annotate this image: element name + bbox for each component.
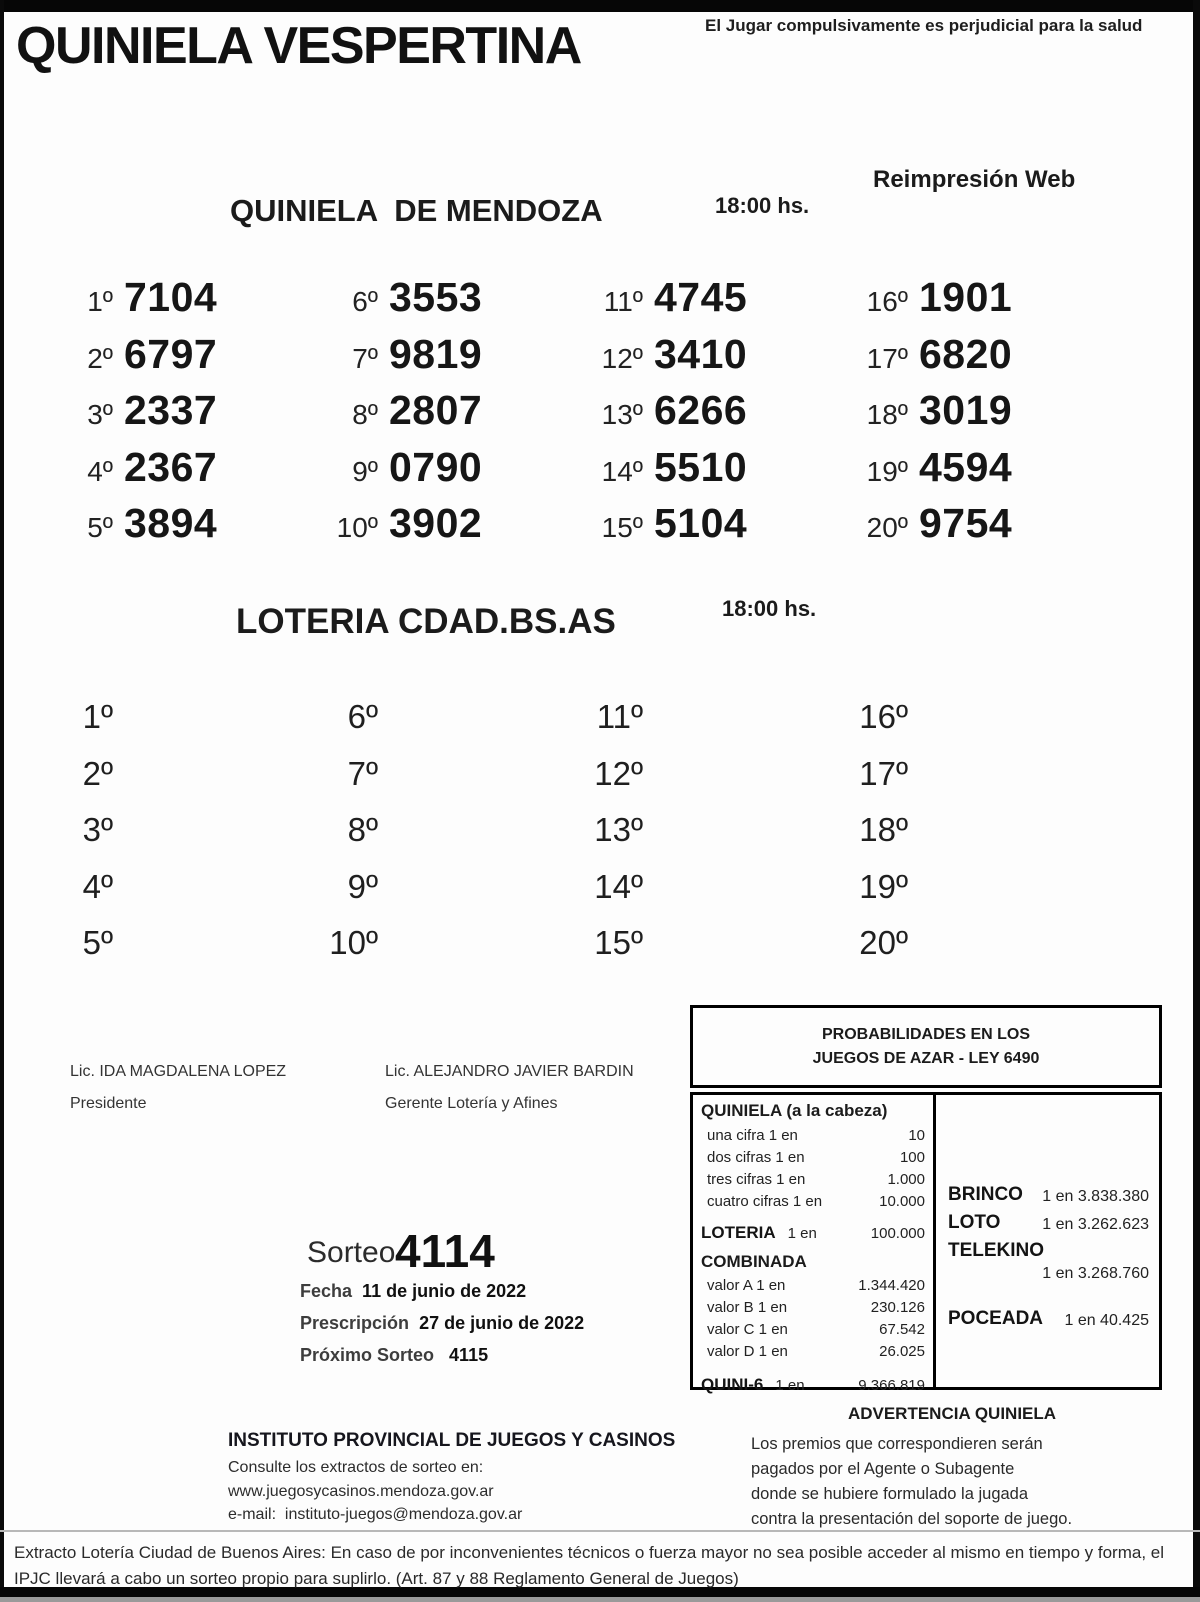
result-position: 8º: [352, 399, 378, 430]
empty-result-item: [323, 755, 588, 812]
empty-result-item: [58, 868, 323, 925]
poceada-odds-value: 1 en 40.425: [1064, 1312, 1149, 1329]
loto-odds-value: 1 en 3.262.623: [1042, 1216, 1149, 1233]
result-position: 10º: [336, 512, 378, 543]
odds-row: [701, 1191, 925, 1213]
page-border-left: [0, 0, 4, 1602]
result-position: 6º: [347, 698, 378, 735]
result-item: [58, 331, 323, 388]
page-border-top: [0, 0, 1200, 12]
empty-result-item: [853, 924, 1118, 981]
result-position: 15º: [601, 512, 643, 543]
result-number: 3894: [124, 500, 218, 546]
poceada-odds-name: POCEADA: [948, 1308, 1044, 1329]
odds-row: [701, 1319, 925, 1341]
empty-result-item: [323, 698, 588, 755]
odds-row: [701, 1125, 925, 1147]
result-item: [323, 274, 588, 331]
combinada-odds-rows: [701, 1275, 925, 1363]
loto-odds-name: LOTO: [948, 1212, 1001, 1233]
result-position: 12º: [601, 342, 643, 374]
result-position: 18º: [859, 811, 908, 848]
empty-result-item: [853, 868, 1118, 925]
odds-label: valor B 1 en: [707, 1299, 788, 1316]
result-position: 7º: [352, 342, 378, 374]
odds-value: 26.025: [879, 1343, 925, 1360]
institute-title: INSTITUTO PROVINCIAL DE JUEGOS Y CASINOS: [228, 1430, 676, 1451]
result-position: 11º: [596, 698, 643, 735]
empty-result-item: [588, 755, 853, 812]
odds-row: [701, 1169, 925, 1191]
reprint-label: Reimpresión Web: [873, 166, 1076, 193]
loteria-odds-name: LOTERIA: [701, 1223, 776, 1242]
empty-result-item: [588, 868, 853, 925]
institute-consult-line: Consulte los extractos de sorteo en:: [228, 1459, 484, 1476]
result-position: 5º: [82, 924, 113, 961]
quiniela-odds-header: QUINIELA (a la cabeza): [701, 1101, 888, 1120]
result-item: [58, 444, 323, 501]
draw-prescription-value: 27 de junio de 2022: [419, 1313, 585, 1333]
result-number: 4745: [654, 274, 748, 320]
next-draw-label: Próximo Sorteo: [300, 1345, 435, 1365]
quini6-odds-row: [701, 1374, 925, 1397]
institute-email-link[interactable]: instituto-juegos@mendoza.gov.ar: [284, 1506, 523, 1523]
warning-text-line: Los premios que correspondieren serán: [751, 1435, 1043, 1453]
result-item: [853, 444, 1118, 501]
result-number: 6820: [919, 330, 1013, 377]
empty-result-item: [58, 755, 323, 812]
result-item: [853, 387, 1118, 444]
empty-result-item: [588, 698, 853, 755]
odds-label: dos cifras 1 en: [707, 1149, 805, 1166]
empty-result-item: [58, 924, 323, 981]
empty-result-item: [853, 698, 1118, 755]
result-item: [588, 500, 853, 557]
result-number: 3410: [654, 330, 748, 377]
quiniela-warning-lines: [737, 1432, 1167, 1532]
result-position: 3º: [87, 399, 113, 430]
result-number: 3553: [389, 274, 483, 320]
empty-result-item: [853, 811, 1118, 868]
result-number: 4594: [919, 443, 1013, 490]
result-number: 5510: [654, 443, 748, 490]
signature-name-president: Lic. IDA MAGDALENA LOPEZ: [70, 1063, 287, 1080]
quiniela-odds-rows: [701, 1125, 925, 1213]
brinco-odds-value: 1 en 3.838.380: [1042, 1188, 1149, 1205]
result-position: 19º: [859, 867, 908, 905]
empty-result-item: [58, 811, 323, 868]
loto-odds-row: [948, 1211, 1149, 1235]
quini6-odds-value: 9.366.819: [858, 1377, 925, 1394]
warning-text-line: contra la presentación del soporte de juego.: [751, 1510, 1073, 1528]
page-border-right: [1193, 0, 1200, 1602]
probabilities-right-column: [936, 1095, 1159, 1387]
result-number: 9754: [919, 500, 1013, 546]
telekino-odds-value: 1 en 3.268.760: [1042, 1265, 1149, 1282]
result-position: 20º: [859, 924, 908, 961]
odds-label: tres cifras 1 en: [707, 1171, 806, 1188]
result-item: [323, 331, 588, 388]
warning-text-line: pagados por el Agente o Subagente: [751, 1460, 1015, 1478]
bsas-results-grid: [58, 698, 1118, 981]
result-item: [323, 444, 588, 501]
result-number: 3902: [389, 500, 483, 546]
empty-result-item: [323, 924, 588, 981]
result-number: 3019: [919, 387, 1013, 433]
draw-prescription-row: [300, 1313, 584, 1334]
odds-value: 1.344.420: [858, 1277, 925, 1294]
result-position: 4º: [82, 867, 113, 905]
draw-prescription-label: Prescripción: [300, 1313, 410, 1333]
result-number: 2337: [124, 387, 218, 433]
result-position: 2º: [82, 754, 113, 792]
result-position: 14º: [601, 455, 643, 487]
health-warning: El Jugar compulsivamente es perjudicial para la salud: [705, 16, 1143, 35]
loteria-odds-row: [701, 1222, 925, 1245]
result-position: 2º: [87, 342, 113, 374]
result-position: 1º: [82, 698, 113, 735]
mendoza-results-grid: [58, 274, 1118, 557]
result-item: [853, 500, 1118, 557]
result-item: [58, 274, 323, 331]
result-position: 14º: [594, 867, 643, 905]
result-position: 17º: [859, 754, 908, 792]
signature-name-manager: Lic. ALEJANDRO JAVIER BARDIN: [385, 1063, 634, 1080]
odds-row: [701, 1275, 925, 1297]
odds-value: 10.000: [879, 1193, 925, 1210]
quini6-odds-name: QUINI-6: [701, 1375, 764, 1394]
probabilities-title-line2: JUEGOS DE AZAR - LEY 6490: [812, 1050, 1040, 1067]
result-item: [853, 331, 1118, 388]
signature-role-manager: Gerente Lotería y Afines: [385, 1095, 558, 1112]
institute-website-link[interactable]: www.juegosycasinos.mendoza.gov.ar: [228, 1483, 494, 1500]
empty-result-item: [853, 755, 1118, 812]
result-position: 9º: [352, 455, 378, 487]
result-position: 16º: [859, 698, 908, 735]
poceada-odds-row: [948, 1307, 1149, 1331]
warning-text-line: donde se hubiere formulado la jugada: [751, 1485, 1029, 1503]
result-position: 11º: [603, 286, 643, 317]
draw-date-row: [300, 1281, 526, 1302]
result-number: 2367: [124, 443, 218, 490]
result-number: 7104: [124, 274, 218, 320]
result-item: [588, 387, 853, 444]
draw-date-label: Fecha: [300, 1281, 353, 1301]
odds-row: [701, 1341, 925, 1363]
odds-row: [701, 1147, 925, 1169]
empty-result-item: [323, 811, 588, 868]
result-number: 6797: [124, 330, 218, 377]
result-position: 18º: [866, 399, 908, 430]
result-position: 16º: [866, 286, 908, 317]
result-item: [588, 274, 853, 331]
odds-label: una cifra 1 en: [707, 1127, 798, 1144]
result-item: [58, 500, 323, 557]
bsas-section-title: LOTERIA CDAD.BS.AS: [236, 602, 616, 641]
result-position: 17º: [866, 342, 908, 374]
odds-label: valor C 1 en: [707, 1321, 788, 1338]
result-item: [58, 387, 323, 444]
result-number: 2807: [389, 387, 483, 433]
mendoza-draw-time: 18:00 hs.: [715, 193, 810, 218]
odds-label: valor A 1 en: [707, 1277, 786, 1294]
odds-value: 230.126: [870, 1299, 925, 1316]
result-position: 7º: [347, 754, 378, 792]
document-title: QUINIELA VESPERTINA: [16, 17, 581, 75]
odds-value: 100: [899, 1149, 925, 1166]
result-position: 15º: [594, 924, 643, 961]
odds-value: 10: [908, 1127, 925, 1144]
result-position: 13º: [594, 811, 643, 848]
quiniela-warning-title: ADVERTENCIA QUINIELA: [847, 1404, 1057, 1423]
result-position: 6º: [352, 286, 378, 317]
combinada-odds-header: COMBINADA: [701, 1252, 807, 1271]
odds-label: valor D 1 en: [707, 1343, 788, 1360]
next-draw-value: 4115: [449, 1345, 489, 1365]
result-position: 9º: [347, 867, 378, 905]
result-position: 13º: [601, 399, 643, 430]
institute-email-row: [228, 1506, 522, 1524]
probabilities-left-column: [693, 1095, 936, 1394]
result-item: [853, 274, 1118, 331]
odds-value: 67.542: [879, 1321, 925, 1338]
result-position: 5º: [87, 512, 113, 543]
result-position: 1º: [87, 286, 113, 317]
footer-legal-text: Extracto Lotería Ciudad de Buenos Aires: En caso de por inconvenientes técnicos o fuerza mayor no sea posible acceder al mismo en tiempo y forma, el IPJC llevará a cabo un sorteo propio para suplirlo. (Art. 87 y 88 Reglamento General de Juegos): [14, 1543, 1165, 1588]
empty-result-item: [588, 811, 853, 868]
empty-result-item: [588, 924, 853, 981]
quini6-odds-mid: 1 en: [775, 1377, 805, 1394]
result-number: 9819: [389, 330, 483, 377]
result-position: 8º: [347, 811, 378, 848]
odds-value: 1.000: [887, 1171, 925, 1188]
telekino-odds-name: TELEKINO: [948, 1240, 1045, 1261]
result-position: 3º: [82, 811, 113, 848]
result-item: [588, 444, 853, 501]
odds-row: [701, 1297, 925, 1319]
email-label: e-mail:: [228, 1506, 285, 1523]
probabilities-box-header: [690, 1005, 1162, 1088]
quiniela-warning-box: [737, 1404, 1167, 1532]
empty-result-item: [58, 698, 323, 755]
result-item: [323, 500, 588, 557]
empty-result-item: [323, 868, 588, 925]
result-number: 6266: [654, 387, 748, 433]
result-position: 10º: [329, 924, 378, 961]
result-position: 20º: [866, 512, 908, 543]
result-position: 19º: [866, 455, 908, 487]
draw-label: Sorteo: [307, 1236, 396, 1269]
result-number: 0790: [389, 443, 483, 490]
draw-date-value: 11 de junio de 2022: [362, 1281, 527, 1301]
result-number: 5104: [654, 500, 748, 546]
page-border-bottom-shadow: [0, 1597, 1200, 1602]
next-draw-row: [300, 1345, 488, 1366]
result-item: [588, 331, 853, 388]
loteria-odds-value: 100.000: [870, 1225, 925, 1242]
result-item: [323, 387, 588, 444]
result-position: 4º: [87, 455, 113, 487]
loteria-odds-mid: 1 en: [787, 1225, 817, 1242]
probabilities-title-line1: PROBABILIDADES EN LOS: [821, 1026, 1030, 1043]
footer-divider: [0, 1530, 1200, 1532]
probabilities-box-body: [690, 1092, 1162, 1394]
draw-number: 4114: [395, 1225, 495, 1277]
result-number: 1901: [919, 274, 1013, 320]
bsas-draw-time: 18:00 hs.: [722, 596, 817, 621]
mendoza-section-title: QUINIELA DE MENDOZA: [230, 193, 603, 228]
odds-label: cuatro cifras 1 en: [707, 1193, 823, 1210]
brinco-odds-row: [948, 1183, 1149, 1207]
result-position: 12º: [594, 754, 643, 792]
signature-role-president: Presidente: [70, 1095, 147, 1112]
brinco-odds-name: BRINCO: [948, 1184, 1023, 1205]
